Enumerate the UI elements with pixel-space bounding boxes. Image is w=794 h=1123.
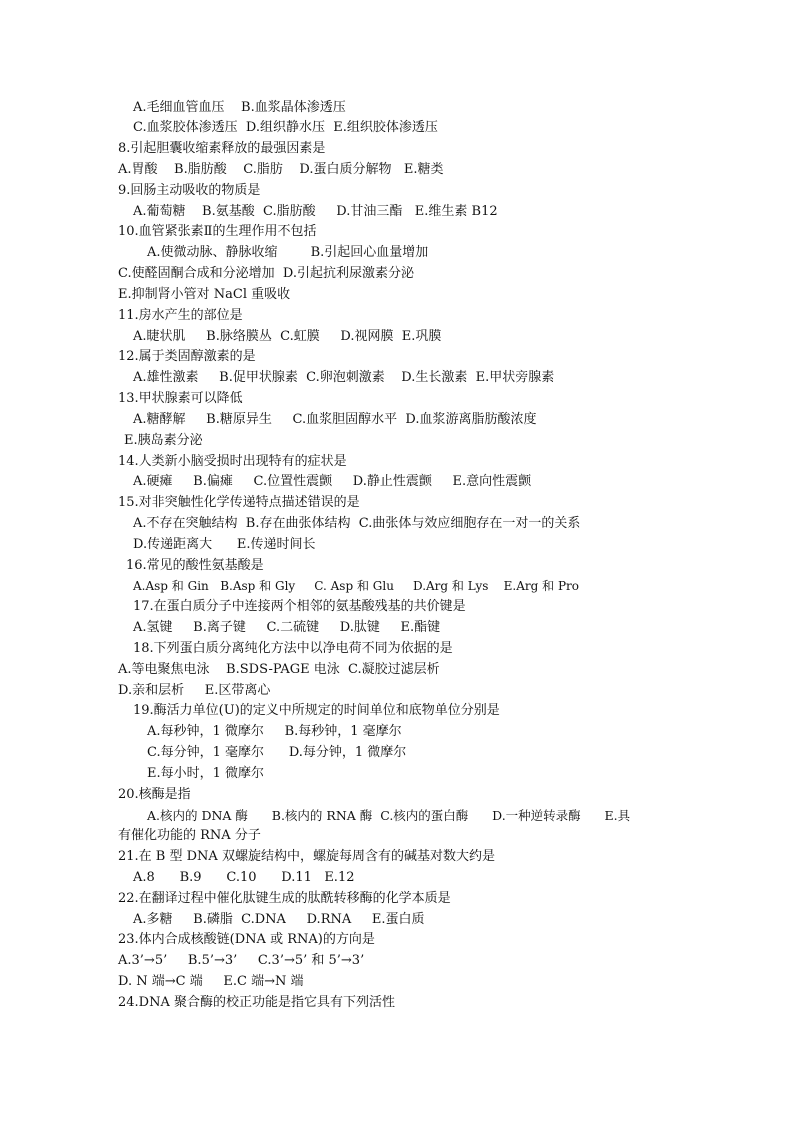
question-line: 10.血管紧张素Ⅱ的生理作用不包括 <box>118 224 317 239</box>
option-line: A.8 B.9 C.10 D.11 E.12 <box>133 870 355 885</box>
question-line: 20.核酶是指 <box>118 787 191 802</box>
option-line: A.葡萄糖 B.氨基酸 C.脂肪酸 D.甘油三酯 E.维生素 B12 <box>133 204 498 219</box>
question-line: 16.常见的酸性氨基酸是 <box>126 558 264 573</box>
option-line: A.核内的 DNA 酶 B.核内的 RNA 酶 C.核内的蛋白酶 D.一种逆转录酶 E.具 <box>147 808 631 823</box>
option-line: E.胰岛素分泌 <box>124 433 203 448</box>
question-line: 23.体内合成核酸链(DNA 或 RNA)的方向是 <box>118 932 375 947</box>
option-line: A.等电聚焦电泳 B.SDS-PAGE 电泳 C.凝胶过滤层析 <box>118 662 440 677</box>
option-line: D.亲和层析 E.区带离心 <box>118 683 271 698</box>
question-line: 11.房水产生的部位是 <box>118 308 243 323</box>
option-line: A.多糖 B.磷脂 C.DNA D.RNA E.蛋白质 <box>133 912 425 927</box>
question-line: 8.引起胆囊收缩素释放的最强因素是 <box>118 141 326 156</box>
question-line: 18.下列蛋白质分离纯化方法中以净电荷不同为依据的是 <box>133 641 453 656</box>
option-line: A.不存在突触结构 B.存在曲张体结构 C.曲张体与效应细胞存在一对一的关系 <box>133 516 581 531</box>
option-line: D. N 端→C 端 E.C 端→N 端 <box>118 974 304 989</box>
option-line: C.血浆胶体渗透压 D.组织静水压 E.组织胶体渗透压 <box>133 120 438 135</box>
option-line: A.雄性激素 B.促甲状腺素 C.卵泡刺激素 D.生长激素 E.甲状旁腺素 <box>133 370 555 385</box>
question-line: 17.在蛋白质分子中连接两个相邻的氨基酸残基的共价键是 <box>133 599 466 614</box>
option-line: C.每分钟，1 毫摩尔 D.每分钟，1 微摩尔 <box>147 745 407 760</box>
option-line: A.胃酸 B.脂肪酸 C.脂肪 D.蛋白质分解物 E.糖类 <box>118 162 444 177</box>
option-line: A.3’→5’ B.5’→3’ C.3’→5’ 和 5’→3’ <box>118 953 365 968</box>
option-line: E.抑制肾小管对 NaCl 重吸收 <box>118 287 291 302</box>
option-line: A.Asp 和 Gin B.Asp 和 Gly C. Asp 和 Glu D.Arg 和 Lys E.Arg 和 Pro <box>133 579 579 593</box>
option-line: A.糖酵解 B.糖原异生 C.血浆胆固醇水平 D.血浆游离脂肪酸浓度 <box>133 412 537 427</box>
question-line: 21.在 B 型 DNA 双螺旋结构中，螺旋每周含有的碱基对数大约是 <box>118 849 495 864</box>
option-line: A.每秒钟，1 微摩尔 B.每秒钟，1 毫摩尔 <box>147 724 402 739</box>
question-line: 24.DNA 聚合酶的校正功能是指它具有下列活性 <box>118 995 395 1010</box>
option-line: A.氢键 B.离子键 C.二硫键 D.肽键 E.酯键 <box>133 620 441 635</box>
option-line: A.睫状肌 B.脉络膜丛 C.虹膜 D.视网膜 E.巩膜 <box>133 329 442 344</box>
question-line: 14.人类新小脑受损时出现特有的症状是 <box>118 454 347 469</box>
question-line: 12.属于类固醇激素的是 <box>118 349 256 364</box>
question-line: 9.回肠主动吸收的物质是 <box>118 183 261 198</box>
option-line: A.使微动脉、静脉收缩 B.引起回心血量增加 <box>147 245 429 260</box>
question-line: 22.在翻译过程中催化肽键生成的肽酰转移酶的化学本质是 <box>118 891 451 906</box>
option-line: D.传递距离大 E.传递时间长 <box>133 537 316 552</box>
option-line: 有催化功能的 RNA 分子 <box>118 828 261 843</box>
option-line: A.硬瘫 B.偏瘫 C.位置性震颤 D.静止性震颤 E.意向性震颤 <box>133 474 532 489</box>
option-line: A.毛细血管血压 B.血浆晶体渗透压 <box>133 100 346 115</box>
question-line: 19.酶活力单位(U)的定义中所规定的时间单位和底物单位分别是 <box>133 703 500 718</box>
question-line: 13.甲状腺素可以降低 <box>118 391 243 406</box>
option-line: E.每小时，1 微摩尔 <box>147 766 265 781</box>
option-line: C.使醛固酮合成和分泌增加 D.引起抗利尿激素分泌 <box>118 266 414 281</box>
question-line: 15.对非突触性化学传递特点描述错误的是 <box>118 495 360 510</box>
